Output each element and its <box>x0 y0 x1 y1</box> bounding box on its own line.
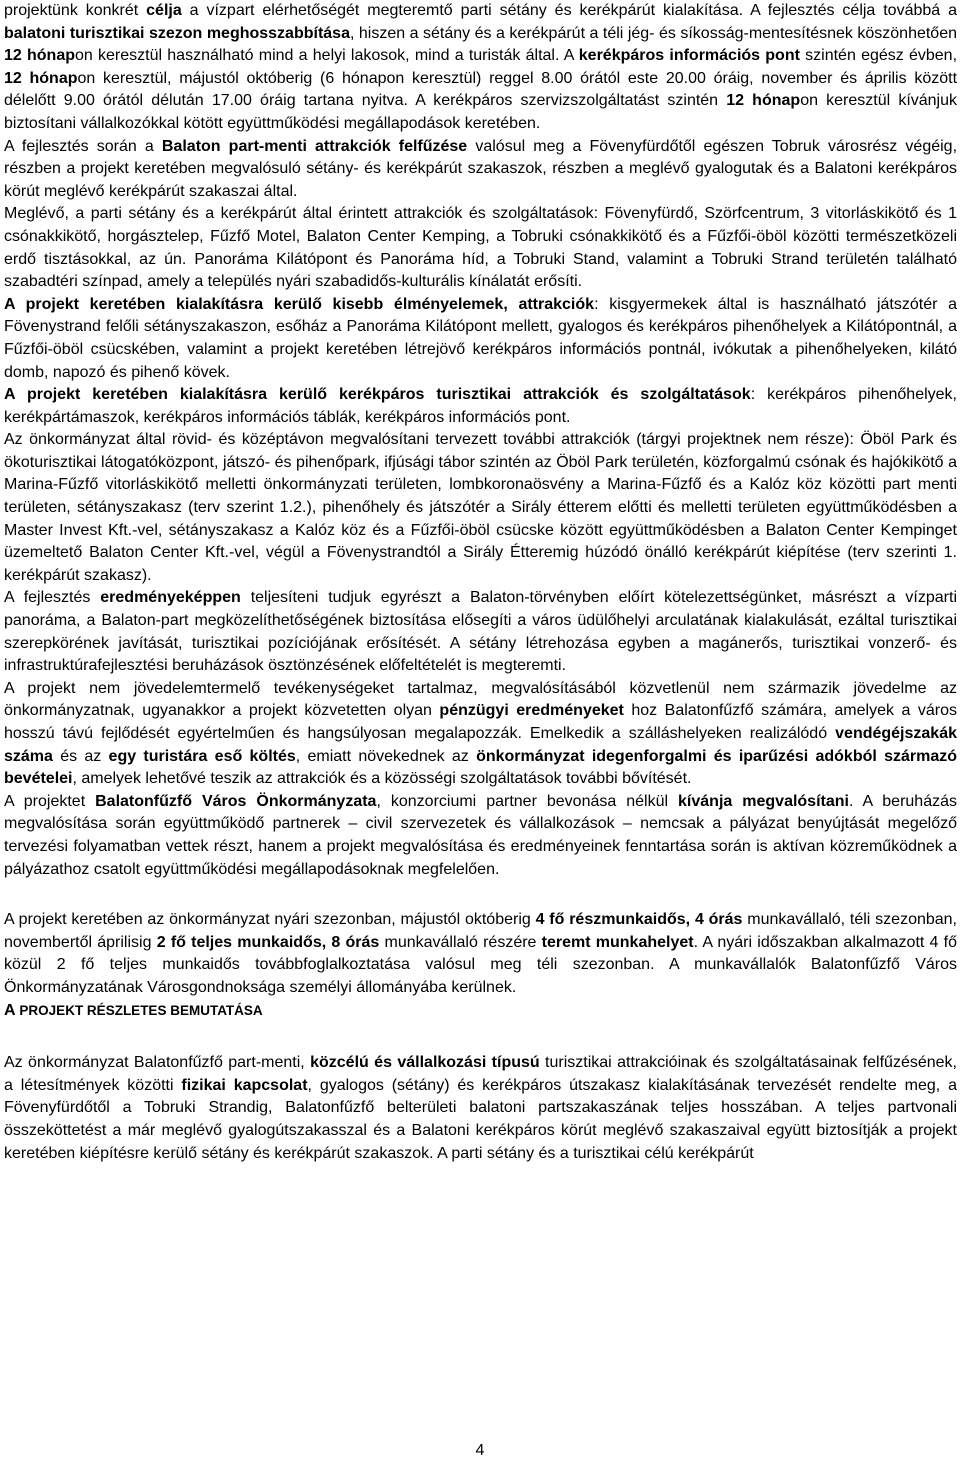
paragraph-new-experience-elements <box>4 294 957 384</box>
emphasized-text: 12 hónap <box>4 47 76 65</box>
paragraph-text: , amelyek lehetővé teszik az attrakciók és a közösségi szolgáltatások további bővítését. <box>72 770 692 788</box>
paragraph-text: , hiszen a sétány és a kerékpárút a téli jég- és síkosság-mentesítésnek köszönhetően <box>349 24 958 42</box>
paragraph-attractions-linking <box>4 136 957 204</box>
paragraph-text: teljesíteni tudjuk egyrészt a Balaton-törvényben előírt kötelezettségünket, másrészt a vízparti panoráma, a Balaton-part megközelíthetőségének biztosítása elősegíti a város üdülőhelyi arculatának kialakulását, ezáltal turisztikai szerepkörének javítását, turisztikai pozíciójának erősítését. A sétány létrehozása egyben a magánerős, turisztikai vonzerő- és infrastruktúrafejlesztési beruházások ösztönzésének előfeltételét is megteremti. <box>4 589 957 675</box>
paragraph-text: A projekt nem jövedelemtermelő tevékenységeket tartalmaz, megvalósításából közvetlenül nem származik jövedelme az önkormányzatnak, ugyanakkor a projekt közvetetten olyan <box>4 679 957 720</box>
emphasized-text: 4 fő részmunkaidős, 4 órás <box>535 911 743 929</box>
emphasized-text: A projekt keretében kialakításra kerülő kisebb élményelemek, attrakciók <box>4 295 595 313</box>
paragraph-text: , gyalogos (sétány) és kerékpáros útszakasz kialakításának tervezését rendelte meg, a Fövenyfürdőtől a Tobruki Strandig, Balatonfűzfő belterületi balatoni partszakaszának teljes hosszában. A teljes partvonali összeköttetést a már meglévő gyalogútszakasszal és a Balatoni kerékpáros körút meglévő szakaszaival együtt biztosítják a projekt keretében kiépítésre kerülő sétány és kerékpárút szakaszok. A parti sétány és a turisztikai célú kerékpárút <box>4 1076 958 1162</box>
emphasized-text: egy turistára eső költés <box>108 747 296 765</box>
section-heading-initial: A <box>4 1001 15 1019</box>
paragraph-results <box>4 587 957 677</box>
paragraph-text: A projektet <box>4 792 96 810</box>
paragraph-text: munkavállaló részére <box>379 933 542 951</box>
paragraph-text: munkavállaló, téli szezonban, novembertől áprilisig <box>4 911 958 951</box>
emphasized-text: teremt munkahelyet <box>541 933 694 951</box>
paragraph-text: Az önkormányzat által rövid- és középtávon megvalósítani tervezett további attrakciók (tárgyi projektnek nem része): Öböl Park és ökoturisztikai látogatóközpont, játszó- és pihenőpark, ifjúsági tábor szintén az Öböl Park területén, közforgalmú csónak és hajókikötő a Marina-Fűzfő vitorláskikötő melletti önkormányzati területen, lombkoronaösvény a Marina-Fűzfő és a Kalóz köz közötti part menti területen, sétányszakasz (terv szerint 1.2.), pihenőhely és játszótér a Sirály étterem előtti és melletti területen együttműködésben a Master Invest Kft.-vel, sétányszakasz a Kalóz köz és a Fűzfői-öböl csücske között együttműködésben a Balaton Center Kempinget üzemeltető Balaton Center Kft.-vel, végül a Fövenystrandtól a Sirály Étteremig húzódó önálló kerékpárút kiépítése (terv szerinti 1. kerékpárút szakasz). <box>4 431 957 584</box>
paragraph-text: és az <box>52 747 109 765</box>
page-number: 4 <box>475 1442 485 1459</box>
paragraph-text: , emiatt növekednek az <box>295 747 477 765</box>
paragraph-detailed-presentation <box>4 1052 957 1165</box>
paragraph-text: Meglévő, a parti sétány és a kerékpárút által érintett attrakciók és szolgáltatások: Fövenyfürdő, Szörfcentrum, 3 vitorláskikötő és 1 csónakkikötő, horgásztelep, Fűzfő Motel, Balaton Center Kemping, a Tobruki csónakkikötő és a Fűzfői-öböl közötti természetközeli erdő tisztásokkal, az ún. Panoráma Kilátópont és Panoráma híd, a Tobruki Stand, valamint a Tobruki Strand területén található szabadtéri színpad, amely a település nyári szabadidős-kulturális kínálatát erősíti. <box>4 205 957 291</box>
emphasized-text: balatoni turisztikai szezon meghosszabbítása <box>4 24 350 42</box>
paragraph-existing-attractions <box>4 203 957 293</box>
paragraph-text: hoz Balatonfűzfő számára, amelyek a város hosszú távú fejlődését egyértelműen és hangsúlyosan megalapozzák. Emelkedik a szálláshelyeken realizálódó <box>4 702 957 742</box>
emphasized-text: eredményeképpen <box>100 589 241 607</box>
paragraph-text: : kisgyermekek által is használható játszótér a Fövenystrand felőli sétányszakaszon, esőház a Panoráma Kilátópont mellett, gyalogos és kerékpáros pihenőhelyek a Kilátópontnál, a Fűzfői-öböl csücskében, valamint a projekt keretében létrejövő kerékpáros információs pontnál, ivókutak a pihenőhelyeken, kilátó domb, napozó és pihenő kövek. <box>4 295 958 381</box>
paragraph-text: A fejlesztés <box>4 589 101 607</box>
emphasized-text: Balaton part-menti attrakciók felfűzése <box>161 137 468 155</box>
emphasized-text: 2 fő teljes munkaidős, 8 órás <box>156 933 380 951</box>
paragraph-text: . A nyári időszakban alkalmazott 4 fő közül 2 fő teljes munkaidős továbbfoglalkoztatása valósul meg téli szezonban. A munkavállalók Balatonfűzfő Város Önkormányzatának Városgondnoksága személyi állományába kerülnek. <box>4 933 958 996</box>
paragraph-employment <box>4 909 957 999</box>
section-heading-text: PROJEKT RÉSZLETES BEMUTATÁSA <box>19 1002 263 1018</box>
paragraph-implementation <box>4 791 957 881</box>
paragraph-text: , konzorciumi partner bevonása nélkül <box>376 792 679 810</box>
emphasized-text: kívánja megvalósítani <box>678 792 849 810</box>
section-heading <box>4 1000 957 1023</box>
paragraph-cycling-attractions <box>4 384 957 429</box>
emphasized-text: fizikai kapcsolat <box>181 1076 308 1094</box>
paragraph-text: Az önkormányzat Balatonfűzfő part-menti, <box>4 1054 311 1072</box>
paragraph-goals <box>4 0 957 136</box>
emphasized-text: önkormányzat idegenforgalmi és iparűzési adókból származó bevételei <box>4 747 958 788</box>
emphasized-text: pénzügyi eredményeket <box>439 702 624 720</box>
paragraph-text: valósul meg a Fövenyfürdőtől egészen Tobruk városrész végéig, részben a projekt keretében megvalósuló sétány- és kerékpárút szakaszok, részben a meglévő gyalogutak és a Balatoni kerékpáros körút meglévő kerékpárút szakaszai által. <box>4 137 958 200</box>
paragraph-text: on keresztül kívánjuk biztosítani vállalkozókkal kötött együttműködési megállapodások keretében. <box>4 92 958 132</box>
emphasized-text: vendégéjszakák száma <box>4 725 957 765</box>
paragraph-text: : kerékpáros pihenőhelyek, kerékpártámaszok, kerékpáros információs táblák, kerékpáros információs pont. <box>4 386 957 426</box>
emphasized-text: Balatonfűzfő Város Önkormányzata <box>95 792 377 810</box>
paragraph-text: on keresztül használható mind a helyi lakosok, mind a turisták által. A <box>75 47 579 65</box>
emphasized-text: közcélú és vállalkozási típusú <box>310 1054 540 1072</box>
paragraph-financial-results <box>4 678 957 791</box>
paragraph-text: A fejlesztés során a <box>4 137 162 155</box>
emphasized-text: 12 hónap <box>726 92 801 110</box>
emphasized-text: kerékpáros információs pont <box>578 47 800 65</box>
paragraph-text: turisztikai attrakcióinak és szolgáltatásainak felfűzésének, a létesítmények közötti <box>4 1054 957 1094</box>
paragraph-text: projektünk konkrét <box>4 2 147 19</box>
paragraph-text: szintén egész évben, <box>799 47 958 65</box>
emphasized-text: célja <box>146 2 182 19</box>
emphasized-text: 12 hónap <box>4 69 78 87</box>
paragraph-text: a vízpart elérhetőségét megteremtő parti sétány és kerékpárút kialakítása. A fejlesztés célja továbbá a <box>181 2 957 19</box>
paragraph-text: on keresztül, májustól októberig (6 hónapon keresztül) reggel 8.00 órától este 20.00 óráig, november és április között délelőtt 9.00 órától délután 17.00 óráig tartana nyitva. A kerékpáros szervizszolgáltatást szintén <box>4 69 958 110</box>
paragraph-text: A projekt keretében az önkormányzat nyári szezonban, májustól októberig <box>4 911 536 929</box>
emphasized-text: A projekt keretében kialakításra kerülő kerékpáros turisztikai attrakciók és szolgáltatások <box>4 386 751 404</box>
paragraph-text: . A beruházás megvalósítása során együttműködő partnerek – civil szervezetek és vállalkozások – nemcsak a pályázat benyújtását megelőző tervezési folyamatban vettek részt, hanem a projekt megvalósítása és eredményeinek fenntartása során is aktívan közreműködnek a pályázathoz csatolt együttműködési megállapodásoknak megfelelően. <box>4 792 957 878</box>
paragraph-planned-attractions <box>4 429 957 587</box>
